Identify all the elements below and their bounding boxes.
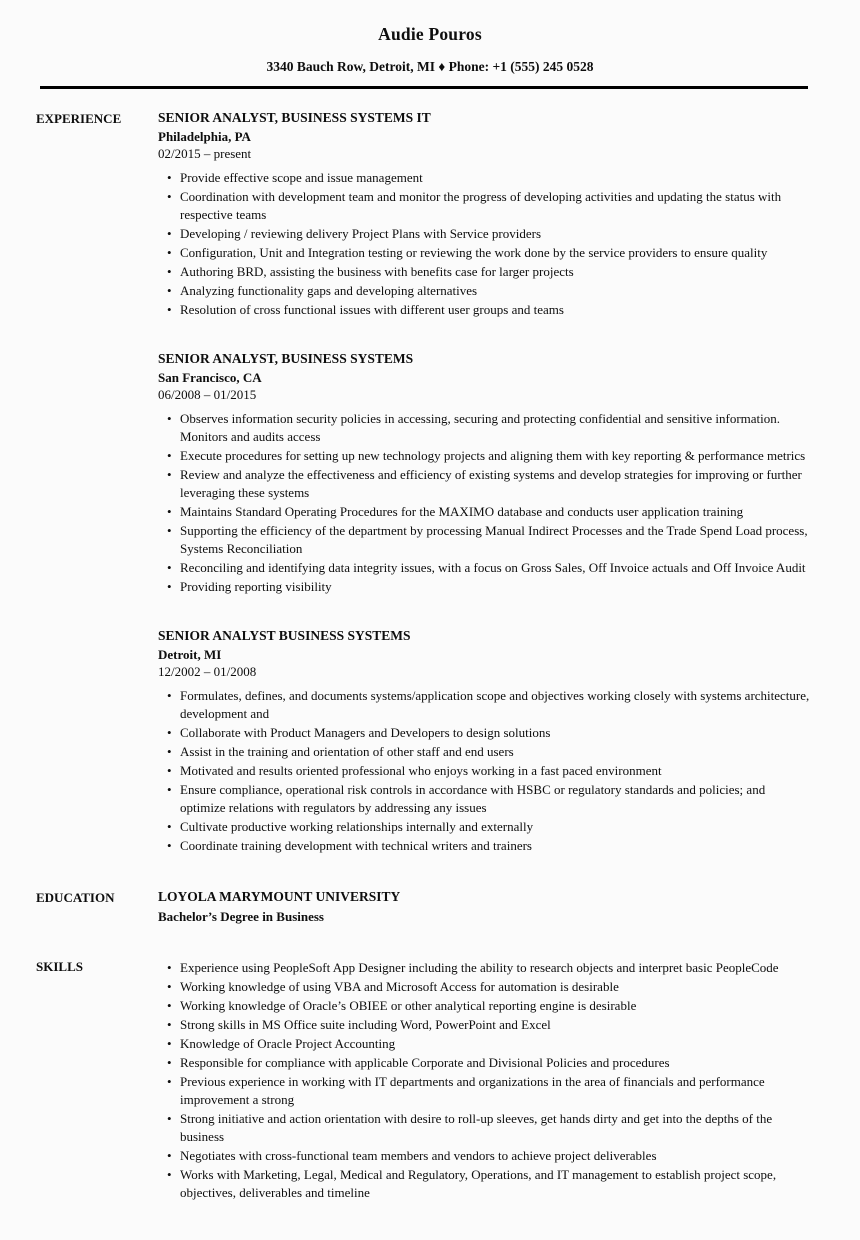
bullet-item: • Working knowledge of Oracle’s OBIEE or other analytical reporting engine is desirable <box>180 997 812 1015</box>
bullet-item: • Coordinate training development with technical writers and trainers <box>180 837 812 855</box>
bullet-item: • Provide effective scope and issue management <box>180 169 812 187</box>
bullet-item: • Experience using PeopleSoft App Designer including the ability to research objects and interpret basic PeopleCode <box>180 959 812 977</box>
job-bullet-list <box>158 169 812 319</box>
bullet-item: • Formulates, defines, and documents systems/application scope and objectives working closely with systems architecture, development and <box>180 687 812 723</box>
bullet-item: • Collaborate with Product Managers and Developers to design solutions <box>180 724 812 742</box>
job-title: SENIOR ANALYST BUSINESS SYSTEMS <box>158 628 411 643</box>
bullet-item: • Knowledge of Oracle Project Accounting <box>180 1035 812 1053</box>
bullet-item: • Responsible for compliance with applicable Corporate and Divisional Policies and procedures <box>180 1054 812 1072</box>
bullet-item: • Previous experience in working with IT departments and organizations in the area of financials and performance improvement a strong <box>180 1073 812 1109</box>
education-section-body <box>158 889 812 925</box>
job-location: Detroit, MI <box>158 647 222 662</box>
job-dates: 06/2008 – 01/2015 <box>158 387 257 402</box>
job-entry <box>158 628 812 855</box>
job-location: Philadelphia, PA <box>158 129 251 144</box>
job-bullet-list <box>158 410 812 596</box>
skills-bullet-list <box>158 959 812 1202</box>
job-entry <box>158 110 812 319</box>
contact-line: 3340 Bauch Row, Detroit, MI ♦ Phone: +1 (555) 245 0528 <box>266 59 594 74</box>
job-title: SENIOR ANALYST, BUSINESS SYSTEMS <box>158 351 414 366</box>
resume-body <box>0 89 860 1203</box>
bullet-item: • Cultivate productive working relationships internally and externally <box>180 818 812 836</box>
bullet-item: • Assist in the training and orientation of other staff and end users <box>180 743 812 761</box>
job-title: SENIOR ANALYST, BUSINESS SYSTEMS IT <box>158 110 431 125</box>
bullet-item: • Providing reporting visibility <box>180 578 812 596</box>
bullet-item: • Negotiates with cross-functional team members and vendors to achieve project deliverables <box>180 1147 812 1165</box>
skills-section-label: SKILLS <box>36 959 83 974</box>
bullet-item: • Maintains Standard Operating Procedures for the MAXIMO database and conducts user application training <box>180 503 812 521</box>
education-section-label: EDUCATION <box>36 890 115 905</box>
experience-section-label: EXPERIENCE <box>36 111 122 126</box>
bullet-item: • Execute procedures for setting up new technology projects and aligning them with key reporting & performance metrics <box>180 447 812 465</box>
bullet-item: • Reconciling and identifying data integrity issues, with a focus on Gross Sales, Off Invoice actuals and Off Invoice Audit <box>180 559 812 577</box>
bullet-item: • Developing / reviewing delivery Project Plans with Service providers <box>180 225 812 243</box>
bullet-item: • Working knowledge of using VBA and Microsoft Access for automation is desirable <box>180 978 812 996</box>
experience-section <box>36 110 812 856</box>
person-name: Audie Pouros <box>378 24 482 44</box>
bullet-item: • Analyzing functionality gaps and developing alternatives <box>180 282 812 300</box>
skills-section <box>36 958 812 1203</box>
bullet-item: • Strong initiative and action orientation with desire to roll-up sleeves, get hands dirty and get into the depths of the business <box>180 1110 812 1146</box>
job-bullet-list <box>158 687 812 855</box>
bullet-item: • Coordination with development team and monitor the progress of developing activities and updating the status with respective teams <box>180 188 812 224</box>
experience-section-body <box>158 110 812 856</box>
bullet-item: • Strong skills in MS Office suite including Word, PowerPoint and Excel <box>180 1016 812 1034</box>
education-section <box>36 889 812 925</box>
bullet-item: • Motivated and results oriented professional who enjoys working in a fast paced environment <box>180 762 812 780</box>
job-dates: 02/2015 – present <box>158 146 252 161</box>
bullet-item: • Resolution of cross functional issues with different user groups and teams <box>180 301 812 319</box>
bullet-item: • Ensure compliance, operational risk controls in accordance with HSBC or regulatory standards and policies; and optimize relations with regulators by addressing any issues <box>180 781 812 817</box>
bullet-item: • Configuration, Unit and Integration testing or reviewing the work done by the service providers to ensure quality <box>180 244 812 262</box>
skills-section-body <box>158 958 812 1203</box>
bullet-item: • Supporting the efficiency of the department by processing Manual Indirect Processes and the Trade Spend Load process, Systems Reconciliation <box>180 522 812 558</box>
job-location: San Francisco, CA <box>158 370 262 385</box>
education-degree: Bachelor’s Degree in Business <box>158 909 324 924</box>
job-entry <box>158 351 812 596</box>
job-dates: 12/2002 – 01/2008 <box>158 664 257 679</box>
resume-header <box>0 0 860 89</box>
bullet-item: • Review and analyze the effectiveness and efficiency of existing systems and develop strategies for improving or further leveraging these systems <box>180 466 812 502</box>
bullet-item: • Authoring BRD, assisting the business with benefits case for larger projects <box>180 263 812 281</box>
bullet-item: • Works with Marketing, Legal, Medical and Regulatory, Operations, and IT management to establish project scope, objectives, deliverables and timeline <box>180 1166 812 1202</box>
bullet-item: • Observes information security policies in accessing, securing and protecting confidential and sensitive information. Monitors and audits access <box>180 410 812 446</box>
education-school: LOYOLA MARYMOUNT UNIVERSITY <box>158 889 401 904</box>
